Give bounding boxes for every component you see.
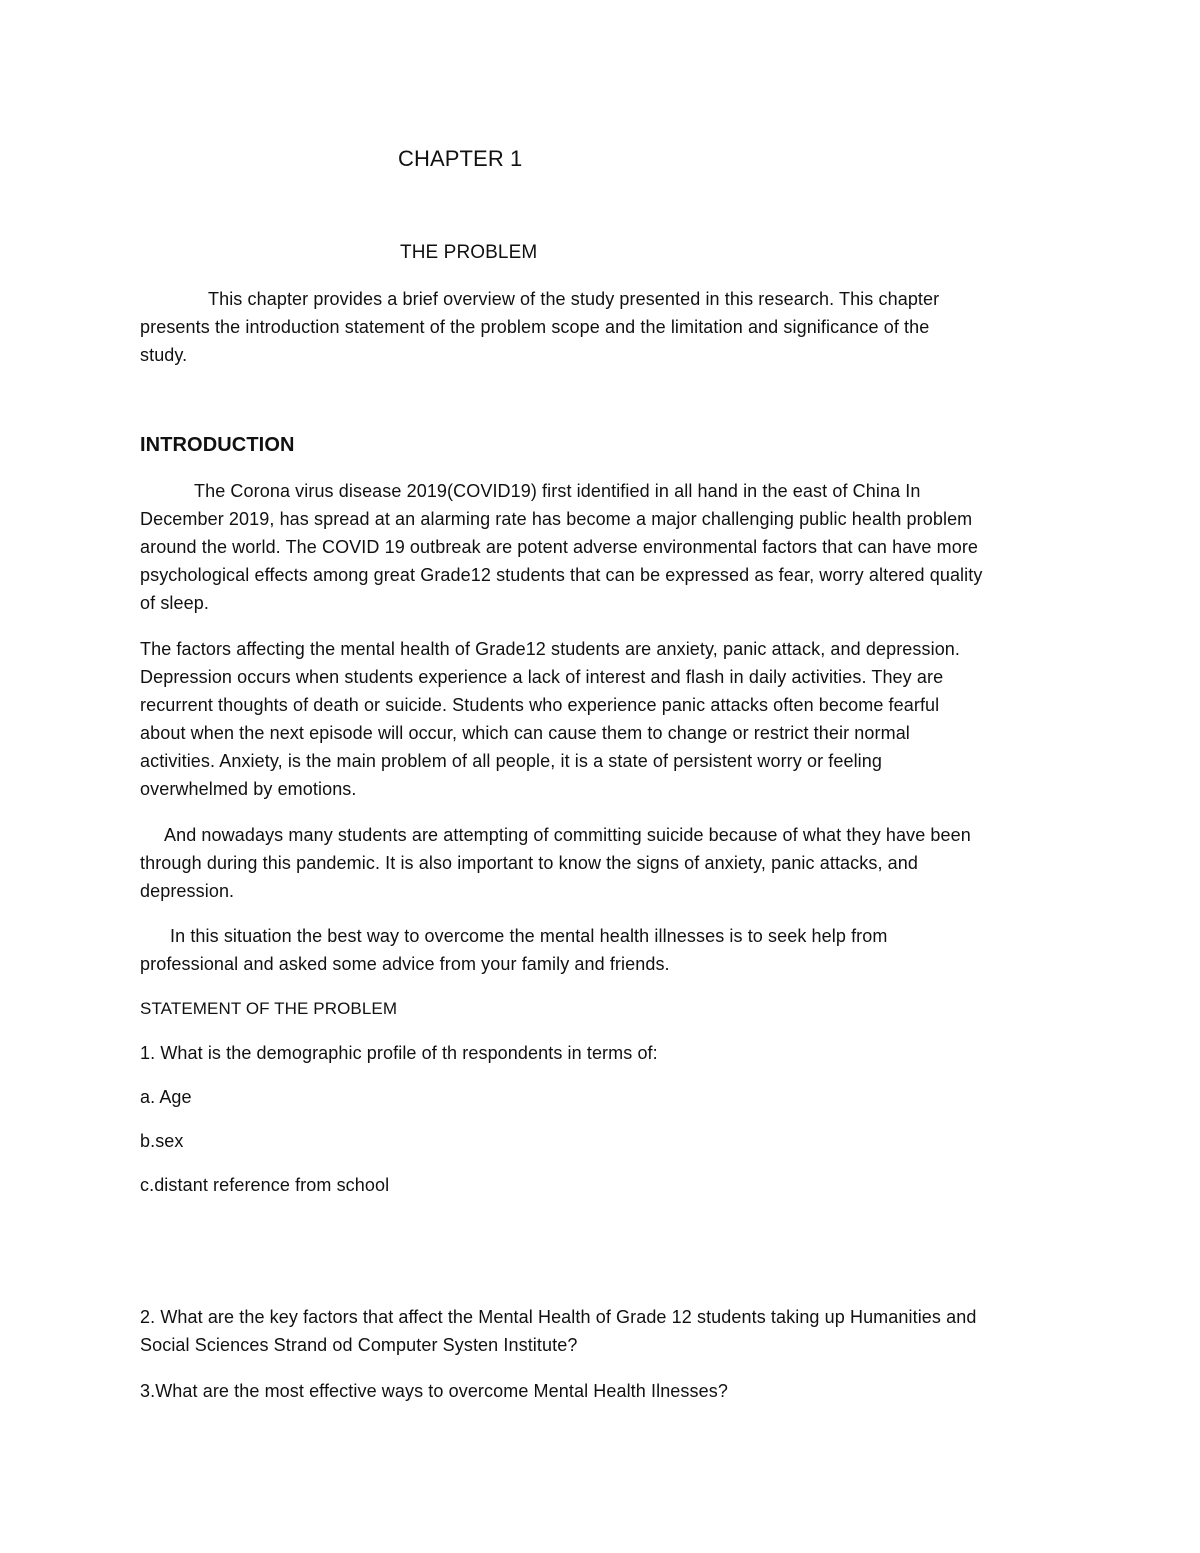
chapter-subtitle: THE PROBLEM <box>400 242 538 263</box>
intro-p2-line-3: recurrent thoughts of death or suicide. Students who experience panic attacks often become fearful <box>140 695 940 715</box>
intro-p3-line-2: through during this pandemic. It is also important to know the signs of anxiety, panic attacks, and <box>140 853 918 873</box>
intro-p1-line-2: December 2019, has spread at an alarming rate has become a major challenging public health problem <box>140 509 973 529</box>
overview-line-3: study. <box>140 345 188 365</box>
question-1-option-c: c.distant reference from school <box>140 1175 390 1195</box>
introduction-heading: INTRODUCTION <box>140 434 295 456</box>
intro-p1-line-4: psychological effects among great Grade12 students that can be expressed as fear, worry altered quality <box>140 565 983 585</box>
intro-p2-line-6: overwhelmed by emotions. <box>140 779 357 799</box>
overview-line-1: This chapter provides a brief overview of the study presented in this research. This chapter <box>208 289 940 309</box>
statement-heading: STATEMENT OF THE PROBLEM <box>140 999 398 1018</box>
question-1-option-b: b.sex <box>140 1131 184 1151</box>
question-1: 1. What is the demographic profile of th respondents in terms of: <box>140 1043 658 1063</box>
question-1-option-a: a. Age <box>140 1087 192 1107</box>
intro-p4-line-1: In this situation the best way to overcome the mental health illnesses is to seek help from <box>170 926 888 946</box>
intro-p1-line-1: The Corona virus disease 2019(COVID19) first identified in all hand in the east of China In <box>194 481 921 501</box>
intro-p4-line-2: professional and asked some advice from your family and friends. <box>140 954 670 974</box>
intro-p1-line-3: around the world. The COVID 19 outbreak are potent adverse environmental factors that can have more <box>140 537 979 557</box>
intro-p2-line-5: activities. Anxiety, is the main problem of all people, it is a state of persistent worry or feeling <box>140 751 883 771</box>
intro-p2-line-1: The factors affecting the mental health of Grade12 students are anxiety, panic attack, and depression. <box>140 639 961 659</box>
question-2-line-2: Social Sciences Strand od Computer Systen Institute? <box>140 1335 578 1355</box>
overview-line-2: presents the introduction statement of the problem scope and the limitation and significance of the <box>140 317 930 337</box>
question-2-line-1: 2. What are the key factors that affect the Mental Health of Grade 12 students taking up Humanities and <box>140 1307 977 1327</box>
intro-p2-line-2: Depression occurs when students experience a lack of interest and flash in daily activities. They are <box>140 667 944 687</box>
intro-p1-line-5: of sleep. <box>140 593 209 613</box>
intro-p2-line-4: about when the next episode will occur, which can cause them to change or restrict their normal <box>140 723 910 743</box>
chapter-title: CHAPTER 1 <box>398 146 523 171</box>
intro-p3-line-1: And nowadays many students are attempting of committing suicide because of what they have been <box>164 825 971 845</box>
intro-p3-line-3: depression. <box>140 881 235 901</box>
question-3: 3.What are the most effective ways to overcome Mental Health Ilnesses? <box>140 1381 728 1401</box>
